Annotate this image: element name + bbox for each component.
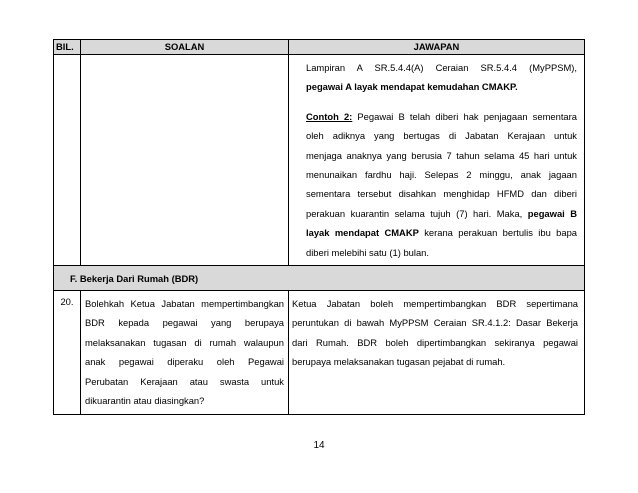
page-number: 14 (313, 440, 325, 451)
answer-line: sementara tersebut disahkan menghidap HFMD dan diberi (306, 188, 577, 200)
bold-text: layak mendapat CMAKP (306, 227, 419, 239)
example-2-label: Contoh 2: (306, 110, 353, 122)
question-line: anak pegawai diperaku oleh Pegawai (85, 356, 284, 368)
section-row (54, 266, 585, 291)
answer-line: berupaya melaksanakan tugasan pejabat di rumah. (292, 356, 506, 368)
answer-line-bold (306, 77, 577, 96)
header-bil: BIL. (54, 40, 81, 55)
header-soalan: SOALAN (81, 40, 289, 55)
continued-answer-cell (289, 55, 585, 266)
answer-line (306, 204, 577, 223)
table-row (54, 291, 585, 414)
faq-table (53, 39, 585, 415)
section-title: F. Bekerja Dari Rumah (BDR) (54, 266, 585, 291)
example-2-line (306, 107, 577, 126)
header-jawapan: JAWAPAN (289, 40, 585, 55)
table-header-row (54, 40, 585, 55)
bold-text: pegawai B (527, 207, 578, 219)
answer-line: menjaga anaknya yang berusia 7 tahun selama 45 hari untuk (306, 149, 577, 161)
answer-text: kerana perakuan bertulis ibu bapa (418, 227, 577, 239)
question-line: BDR kepada pegawai yang berupaya (85, 317, 284, 329)
answer-line (306, 223, 577, 242)
answer-line: oleh adiknya yang bertugas di Jabatan Kerajaan untuk (306, 130, 577, 142)
question-cell (81, 291, 289, 414)
question-line: melaksanakan tugasan di rumah walaupun (85, 336, 284, 348)
answer-line: Lampiran A SR.5.4.4(A) Ceraian SR.5.4.4 (MyPPSM), (306, 62, 577, 73)
answer-text: Pegawai B telah diberi hak penjagaan sementara (352, 110, 577, 122)
answer-line: dari Rumah. BDR boleh dipertimbangkan sekiranya pegawai (292, 336, 578, 348)
question-line: Perubatan Kerajaan atau swasta untuk (85, 375, 284, 387)
empty-bil-cell (54, 55, 81, 266)
answer-line: menunaikan fardhu haji. Selepas 2 minggu, anak jagaan (306, 169, 577, 181)
empty-soalan-cell (81, 55, 289, 266)
question-line: Bolehkah Ketua Jabatan mempertimbangkan (85, 298, 284, 310)
bold-text: pegawai A layak mendapat kemudahan CMAKP. (306, 81, 518, 93)
answer-line: Ketua Jabatan boleh mempertimbangkan BDR sepertimana (292, 298, 578, 310)
answer-line: diberi melebihi satu (1) bulan. (306, 246, 429, 258)
answer-text: perakuan kuarantin selama tujuh (7) hari. Maka, (306, 207, 528, 219)
question-line: dikuarantin atau diasingkan? (85, 395, 205, 407)
bil-number: 20. (54, 291, 81, 414)
answer-cell (289, 291, 585, 414)
table-row-continued (54, 55, 585, 266)
answer-line: peruntukan di bawah MyPPSM Ceraian SR.4.1.2: Dasar Bekerja (292, 317, 578, 329)
